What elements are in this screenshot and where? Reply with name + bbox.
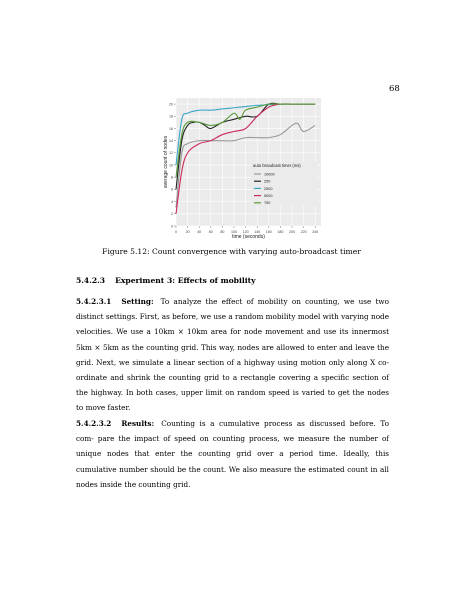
- legend-label-750: 750: [264, 201, 271, 206]
- x-tick-label: 160: [265, 230, 272, 234]
- x-tick-label: 240: [312, 230, 319, 234]
- y-tick-label: 4: [171, 199, 173, 204]
- figure-caption: Figure 5.12: Count convergence with varying auto-broadcast timer: [102, 247, 361, 256]
- setting-line: the counting grid to a rectangle covering a specific section of the highway. In both cases,: [76, 373, 389, 398]
- results-title: Results:: [121, 419, 155, 428]
- x-tick-label: 0: [175, 230, 177, 234]
- setting-line: To analyze the effect of mobility on counting, we use two distinct: [76, 297, 389, 322]
- y-tick-label: 20: [169, 102, 173, 107]
- y-tick-label: 16: [169, 126, 173, 131]
- section-heading: [76, 276, 256, 285]
- y-tick-label: 2: [171, 212, 173, 217]
- y-tick-label: 10: [169, 163, 173, 168]
- y-tick-label: 18: [169, 114, 173, 119]
- results-number: 5.4.2.3.2: [76, 419, 112, 428]
- legend-label-10000: 10000: [264, 172, 275, 177]
- setting-line: the counting grid. This way, nodes are allowed to enter and leave the grid. Next, we: [76, 342, 389, 367]
- setting-heading: [76, 297, 161, 306]
- legend-label-5000: 5000: [264, 194, 273, 198]
- results-heading: [76, 419, 161, 428]
- setting-line: upper limit on random speed is varied to get the nodes to move faster.: [76, 388, 389, 413]
- x-tick-label: 220: [300, 230, 307, 234]
- results-paragraph: [76, 416, 389, 492]
- y-tick-label: 8: [171, 175, 173, 180]
- x-tick-label: 20: [185, 230, 190, 234]
- setting-title: Setting:: [121, 297, 154, 306]
- x-tick-label: 180: [277, 230, 284, 234]
- setting-paragraph: [76, 294, 389, 416]
- results-line: grid.: [173, 479, 191, 489]
- x-tick-label: 40: [197, 230, 202, 234]
- y-axis-label: average count of nodes: [163, 135, 169, 189]
- y-tick-label: 6: [171, 187, 173, 192]
- legend-label-250: 250: [264, 179, 271, 184]
- x-tick-label: 200: [289, 230, 295, 234]
- y-tick-label: 0: [171, 224, 173, 229]
- x-tick-label: 60: [208, 230, 213, 234]
- x-tick-label: 100: [231, 230, 237, 234]
- results-line: pare the impact of speed on counting process, we measure the number of unique nodes: [76, 434, 389, 459]
- x-tick-label: 140: [254, 230, 261, 234]
- section-number: 5.4.2.3: [76, 276, 106, 285]
- page-number: 68: [389, 84, 400, 94]
- results-line: Counting is a cumulative process as discussed before. To com-: [76, 419, 389, 444]
- x-tick-label: 120: [242, 230, 249, 234]
- results-line: be the count. We also measure the estimated count in all nodes inside the counting: [76, 464, 389, 489]
- legend-box: [251, 162, 317, 206]
- figure: [163, 95, 325, 243]
- setting-line: We use a 10km × 10km area for node movement and use its innermost 5km × 5km as: [76, 327, 389, 352]
- results-line: that enter the counting grid over a period time. Ideally, this cumulative number should: [76, 449, 389, 474]
- y-tick-label: 12: [169, 151, 173, 156]
- legend-label-2500: 2500: [264, 186, 273, 191]
- count-convergence-chart: [163, 95, 325, 243]
- y-tick-label: 14: [169, 138, 173, 143]
- legend-title: auto broadcast timer (ms): [253, 163, 301, 168]
- section-title: Experiment 3: Effects of mobility: [115, 276, 256, 285]
- setting-line: simulate a linear section of a highway using motion only along X co-ordinate and shrink: [76, 357, 389, 383]
- x-tick-label: 80: [220, 230, 225, 234]
- x-axis-label: time (seconds): [232, 234, 265, 240]
- setting-number: 5.4.2.3.1: [76, 297, 112, 306]
- setting-line: settings. First, as before, we use a random mobility model with varying node velocities.: [76, 312, 389, 337]
